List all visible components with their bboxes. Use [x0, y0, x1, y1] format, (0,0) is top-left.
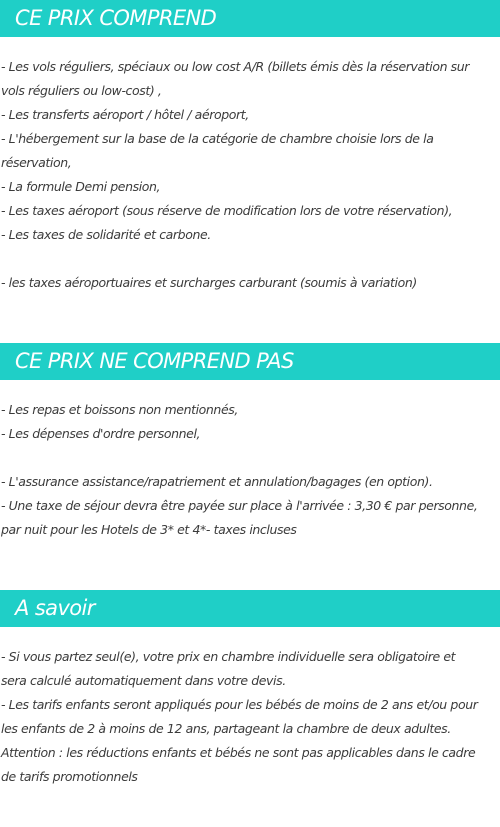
list-item: - L'hébergement sur la base de la catégorie de chambre choisie lors de la [1, 131, 434, 146]
list-item: - Les taxes de solidarité et carbone. [1, 227, 211, 242]
list-item: par nuit pour les Hotels de 3* et 4*- taxes incluses [1, 522, 297, 537]
list-item: - les taxes aéroportuaires et surcharges carburant (soumis à variation) [1, 275, 417, 290]
spacer [0, 247, 500, 271]
section-body [0, 380, 500, 542]
section-body [0, 627, 500, 789]
list-item: - Une taxe de séjour devra être payée sur place à l'arrivée : 3,30 € par personne, [1, 498, 478, 513]
section-header [0, 0, 500, 37]
list-item: - Les transferts aéroport / hôtel / aéroport, [1, 107, 249, 122]
list-item: - L'assurance assistance/rapatriement et annulation/bagages (en option). [1, 474, 433, 489]
list-item: - La formule Demi pension, [1, 179, 161, 194]
section-good-to-know [0, 590, 500, 789]
section-header [0, 343, 500, 380]
list-item: - Les dépenses d'ordre personnel, [1, 426, 201, 441]
list-item: sera calculé automatiquement dans votre devis. [1, 673, 286, 688]
list-item: de tarifs promotionnels [1, 769, 138, 784]
section-body [0, 37, 500, 295]
section-price-includes [0, 0, 500, 295]
list-item: les enfants de 2 à moins de 12 ans, partageant la chambre de deux adultes. [1, 721, 451, 736]
list-item: - Les taxes aéroport (sous réserve de modification lors de votre réservation), [1, 203, 453, 218]
list-item: - Les repas et boissons non mentionnés, [1, 402, 238, 417]
spacer [0, 446, 500, 470]
list-item: - Les vols réguliers, spéciaux ou low cost A/R (billets émis dès la réservation sur [1, 59, 470, 74]
section-title: CE PRIX NE COMPREND PAS [15, 349, 294, 373]
list-item: - Les tarifs enfants seront appliqués pour les bébés de moins de 2 ans et/ou pour [1, 697, 478, 712]
list-item: - Si vous partez seul(e), votre prix en chambre individuelle sera obligatoire et [1, 649, 456, 664]
section-title: CE PRIX COMPREND [15, 6, 217, 30]
section-header [0, 590, 500, 627]
section-title: A savoir [15, 596, 95, 620]
section-price-excludes [0, 343, 500, 542]
list-item: vols réguliers ou low-cost) , [1, 83, 162, 98]
list-item: réservation, [1, 155, 72, 170]
list-item: Attention : les réductions enfants et bébés ne sont pas applicables dans le cadre [1, 745, 476, 760]
